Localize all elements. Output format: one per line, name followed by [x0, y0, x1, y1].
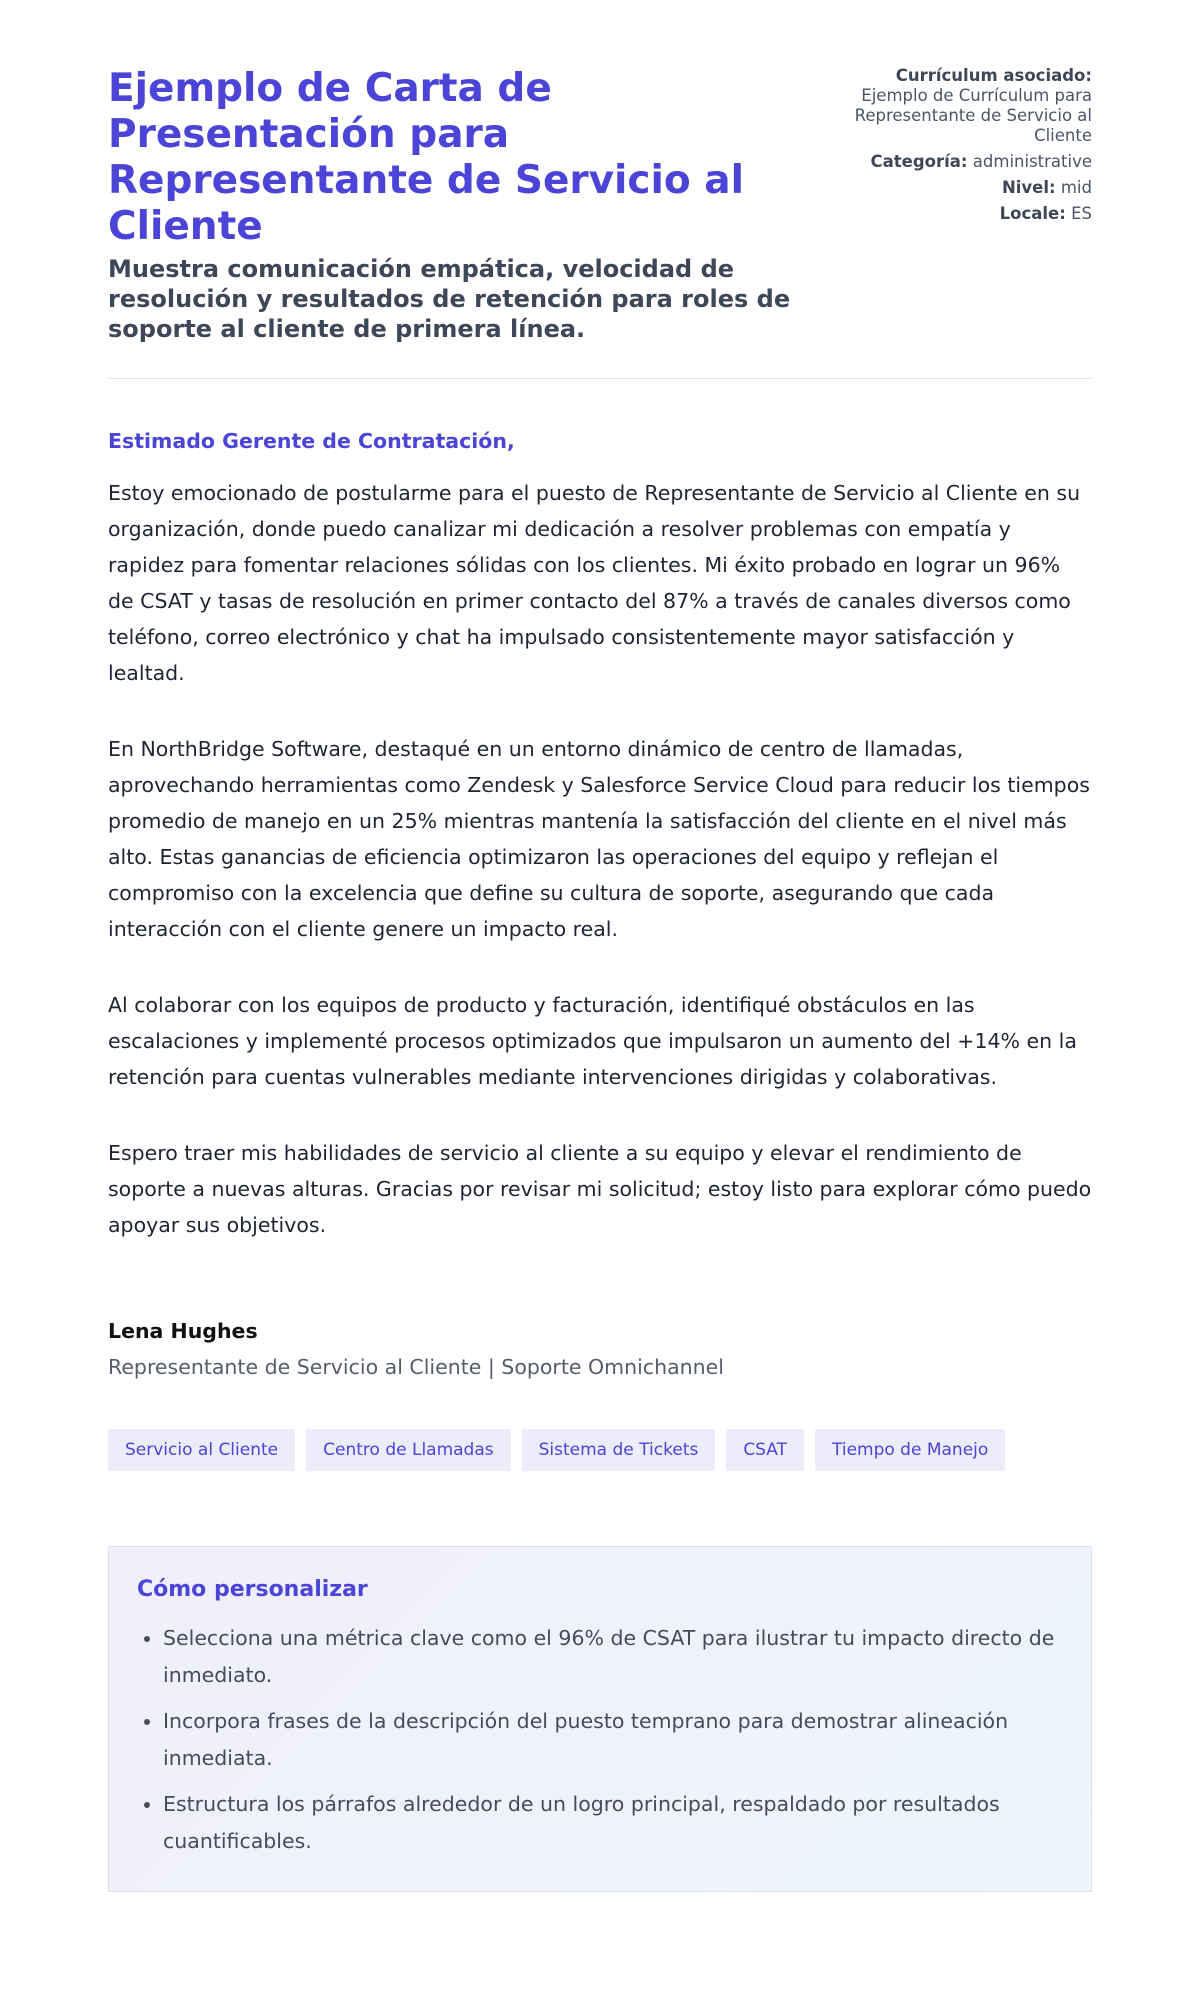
letter-paragraph: Espero traer mis habilidades de servicio al cliente a su equipo y elevar el rendimiento de soporte a nuevas alturas. Gracias por revisar mi solicitud; estoy listo para explorar cómo puedo apoyar sus objetivos. [108, 1141, 1092, 1237]
meta-category-value: administrative [972, 152, 1092, 171]
letter-paragraph: Al colaborar con los equipos de producto y facturación, identifiqué obstáculos en las escalaciones y implementé procesos optimizados que impulsaron un aumento del +14% en la retención para cuentas vulnerables mediante intervenciones dirigidas y colaborativas. [108, 993, 1077, 1089]
meta-category [842, 152, 1092, 172]
meta-resume-label: Currículum asociado: [895, 66, 1092, 85]
meta-level-value: mid [1060, 178, 1092, 197]
letter-paragraph: En NorthBridge Software, destaqué en un entorno dinámico de centro de llamadas, aprovechando herramientas como Zendesk y Salesforce Service Cloud para reducir los tiempos promedio de manejo en un 25% mientras mantenía la satisfacción del cliente en el nivel más alto. Estas ganancias de eficiencia optimizaron las operaciones del equipo y reflejan el compromiso con la excelencia que define su cultura de soporte, asegurando que cada interacción con el cliente genere un impacto real. [108, 737, 1090, 941]
page-title: Ejemplo de Carta de Presentación para Representante de Servicio al Cliente [108, 66, 744, 249]
tip-item: • Selecciona una métrica clave como el 96% de CSAT para ilustrar tu impacto directo de inmediato. [163, 1620, 1063, 1694]
meta-locale-value: ES [1071, 204, 1092, 223]
page-subtitle: Muestra comunicación empática, velocidad de resolución y resultados de retención para roles de soporte al cliente de primera línea. [108, 255, 791, 343]
meta-level-label: Nivel: [1001, 178, 1056, 197]
signature-role: Representante de Servicio al Cliente | Soporte Omnichannel [108, 1355, 724, 1379]
metadata-panel [842, 66, 1092, 230]
tips-list [137, 1620, 1063, 1860]
meta-level [842, 178, 1092, 198]
meta-category-label: Categoría: [870, 152, 968, 171]
tip-item: • Estructura los párrafos alrededor de un logro principal, respaldado por resultados cuantificables. [163, 1786, 1063, 1860]
meta-resume [842, 66, 1092, 146]
tips-box [108, 1546, 1092, 1892]
cover-letter-page [108, 66, 1092, 1892]
header [108, 66, 1092, 344]
tag: CSAT [726, 1429, 804, 1471]
meta-resume-value: Ejemplo de Currículum para Representante de Servicio al Cliente [854, 86, 1092, 145]
salutation: Estimado Gerente de Contratación, [108, 429, 515, 453]
title-block [108, 66, 808, 344]
tag: Sistema de Tickets [522, 1429, 716, 1471]
tag: Tiempo de Manejo [815, 1429, 1005, 1471]
tips-title: Cómo personalizar [137, 1577, 368, 1602]
tip-item: • Incorpora frases de la descripción del puesto temprano para demostrar alineación inmediata. [163, 1703, 1063, 1777]
tag: Servicio al Cliente [108, 1429, 295, 1471]
letter-paragraph: Estoy emocionado de postularme para el puesto de Representante de Servicio al Cliente en su organización, donde puedo canalizar mi dedicación a resolver problemas con empatía y rapidez para fomentar relaciones sólidas con los clientes. Mi éxito probado en lograr un 96% de CSAT y tasas de resolución en primer contacto del 87% a través de canales diversos como teléfono, correo electrónico y chat ha impulsado consistentemente mayor satisfacción y lealtad. [108, 481, 1081, 685]
signature-name: Lena Hughes [108, 1319, 258, 1343]
tag: Centro de Llamadas [306, 1429, 511, 1471]
tag-list [108, 1429, 1092, 1471]
meta-locale [842, 204, 1092, 224]
divider [108, 378, 1092, 379]
meta-locale-label: Locale: [999, 204, 1066, 223]
